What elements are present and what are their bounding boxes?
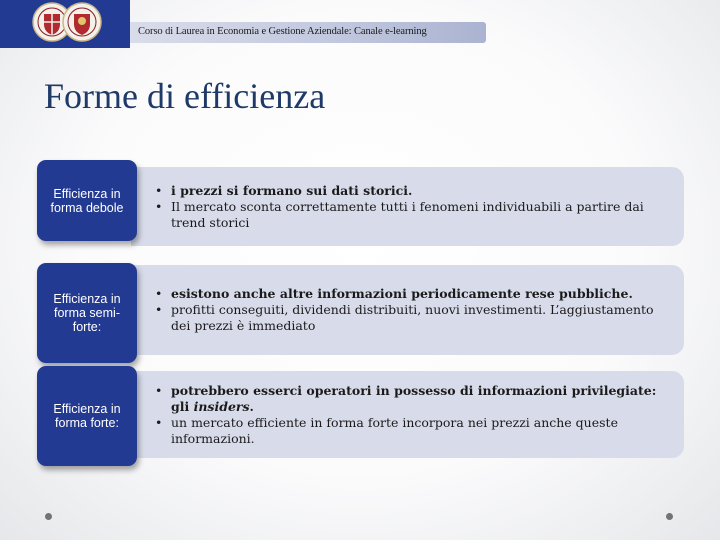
university-seal-icon <box>0 0 130 48</box>
bullet-dot-icon: • <box>155 198 163 214</box>
decorative-dot <box>666 513 673 520</box>
bullet-dot-icon: • <box>155 382 163 398</box>
bullet-dot-icon: • <box>155 286 163 301</box>
bullet-text-before: potrebbero esserci operatori in possesso di informazioni privilegiate: gli <box>171 382 657 414</box>
bullet-item <box>155 286 674 302</box>
university-logo <box>0 0 130 48</box>
row-description <box>131 371 684 458</box>
bullet-text: esistono anche altre informazioni periodicamente rese pubbliche. <box>171 286 633 301</box>
slide-title: Forme di efficienza <box>44 76 326 116</box>
bullet-item <box>155 383 674 415</box>
category-label: Efficienza in forma forte: <box>37 366 137 466</box>
bullet-item <box>155 302 674 334</box>
bullet-item <box>155 415 674 447</box>
bullet-dot-icon: • <box>155 302 163 317</box>
bullet-dot-icon: • <box>155 182 163 198</box>
category-label: Efficienza in forma semi-forte: <box>37 263 137 363</box>
course-header-band <box>130 22 486 43</box>
bullet-item <box>155 183 674 199</box>
row-description <box>131 265 684 355</box>
category-label: Efficienza in forma debole <box>37 160 137 241</box>
decorative-dot <box>45 513 52 520</box>
row-description <box>131 167 684 246</box>
bullet-text: un mercato efficiente in forma forte incorpora nei prezzi anche queste informazioni. <box>171 414 618 446</box>
insiders-emphasis: insiders <box>193 398 250 414</box>
course-header-text: Corso di Laurea in Economia e Gestione Aziendale: Canale e-learning <box>138 26 427 37</box>
bullet-dot-icon: • <box>155 414 163 430</box>
bullet-text: profitti conseguiti, dividendi distribuiti, nuovi investimenti. L’aggiustamento dei prezzi è immediato <box>171 302 654 333</box>
bullet-item <box>155 199 674 231</box>
bullet-text <box>171 383 656 414</box>
bullet-text: Il mercato sconta correttamente tutti i fenomeni individuabili a partire dai trend storici <box>171 198 644 230</box>
bullet-text-after: . <box>249 398 254 414</box>
bullet-text: i prezzi si formano sui dati storici. <box>171 182 413 198</box>
